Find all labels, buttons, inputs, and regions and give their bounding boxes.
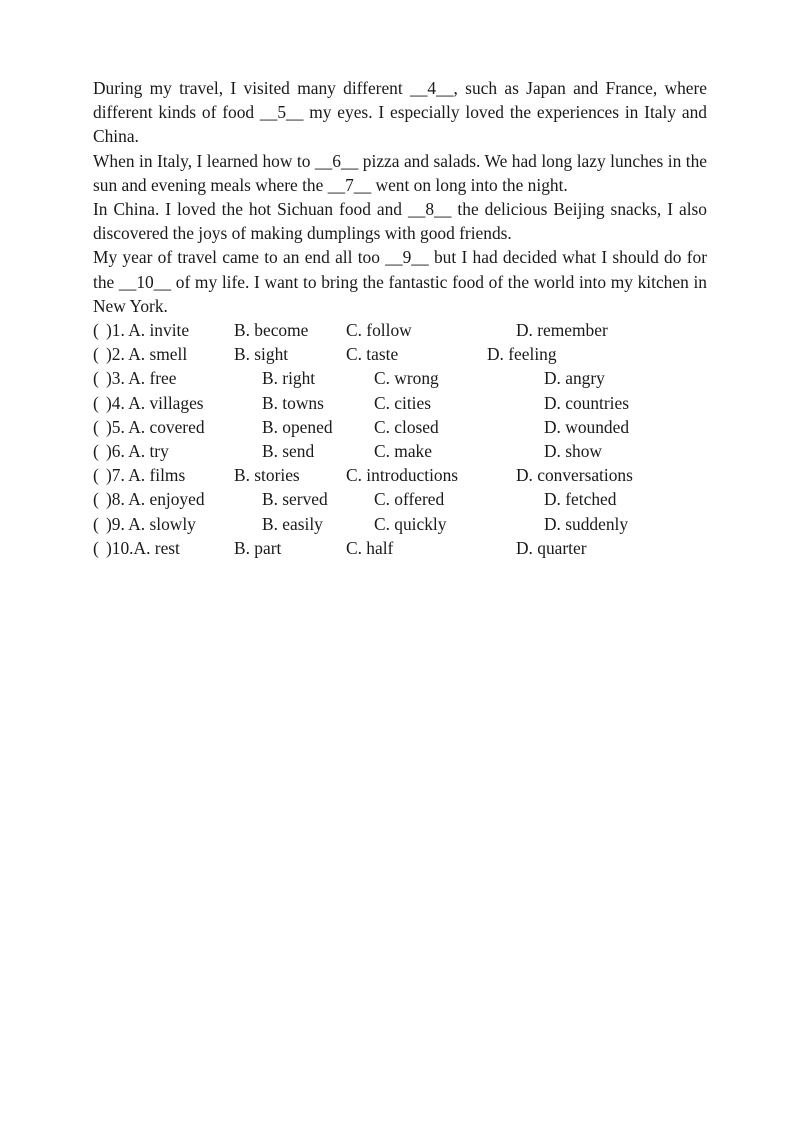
option-b: B. towns <box>262 392 324 413</box>
answer-paren: ( <box>93 489 99 510</box>
passage-paragraph-2: When in Italy, I learned how to __6__ pizza and salads. We had long lazy lunches in the sun and evening meals where the __7__ went on long into the night. <box>93 150 707 195</box>
question-row-5 <box>93 415 707 439</box>
option-a: )5. A. covered <box>106 416 205 437</box>
option-d: D. fetched <box>544 489 617 510</box>
option-c: C. offered <box>374 489 445 510</box>
option-c: C. introductions <box>346 465 459 486</box>
option-d: D. countries <box>544 392 630 413</box>
option-c: C. follow <box>346 320 412 340</box>
question-row-4 <box>93 391 707 415</box>
option-d: D. wounded <box>544 416 630 437</box>
option-c: C. closed <box>374 416 439 437</box>
option-a: )4. A. villages <box>106 392 204 413</box>
answer-paren: ( <box>93 320 99 340</box>
option-c: C. wrong <box>374 368 439 389</box>
question-row-6 <box>93 439 707 463</box>
option-d: D. conversations <box>516 465 633 486</box>
option-c: C. half <box>346 537 394 558</box>
option-b: B. send <box>262 440 315 461</box>
option-c: C. cities <box>374 392 431 413</box>
option-a: )10.A. rest <box>106 537 180 558</box>
answer-paren: ( <box>93 344 99 365</box>
option-a: )1. A. invite <box>106 320 190 340</box>
option-c: C. make <box>374 440 432 461</box>
option-d: D. suddenly <box>544 513 629 534</box>
question-row-3 <box>93 366 707 390</box>
answer-paren: ( <box>93 392 99 413</box>
answer-paren: ( <box>93 513 99 534</box>
passage-paragraph-3: In China. I loved the hot Sichuan food and __8__ the delicious Beijing snacks, I also discovered the joys of making dumplings with good friends. <box>93 199 707 244</box>
option-a: )9. A. slowly <box>106 513 196 534</box>
option-d: D. angry <box>544 368 605 389</box>
passage-paragraph-1: During my travel, I visited many different __4__, such as Japan and France, where different kinds of food __5__ my eyes. I especially loved the experiences in Italy and China. <box>93 78 707 147</box>
option-c: C. quickly <box>374 513 447 534</box>
question-row-9 <box>93 512 707 536</box>
option-a: )2. A. smell <box>106 344 188 365</box>
passage-paragraph-4: My year of travel came to an end all too __9__ but I had decided what I should do for the __10__ of my life. I want to bring the fantastic food of the world into my kitchen in New York. <box>93 247 707 316</box>
option-b: B. part <box>234 537 282 558</box>
question-row-2 <box>93 342 707 366</box>
reading-passage <box>93 76 707 318</box>
option-a: )8. A. enjoyed <box>106 489 205 510</box>
option-d: D. quarter <box>516 537 587 558</box>
answer-paren: ( <box>93 465 99 486</box>
option-b: B. served <box>262 489 328 510</box>
answer-paren: ( <box>93 416 99 437</box>
option-b: B. easily <box>262 513 323 534</box>
option-d: D. show <box>544 440 602 461</box>
option-b: B. become <box>234 320 309 340</box>
option-a: )3. A. free <box>106 368 177 389</box>
question-row-10 <box>93 536 707 560</box>
answer-paren: ( <box>93 368 99 389</box>
answer-paren: ( <box>93 537 99 558</box>
option-b: B. opened <box>262 416 333 437</box>
option-b: B. right <box>262 368 316 389</box>
question-options <box>93 318 707 560</box>
option-d: D. remember <box>516 320 608 340</box>
option-b: B. stories <box>234 465 300 486</box>
option-c: C. taste <box>346 344 399 365</box>
option-a: )6. A. try <box>106 440 169 461</box>
question-row-1 <box>93 318 707 342</box>
question-row-8 <box>93 487 707 511</box>
option-d: D. feeling <box>487 344 557 365</box>
option-b: B. sight <box>234 344 289 365</box>
question-row-7 <box>93 463 707 487</box>
answer-paren: ( <box>93 440 99 461</box>
option-a: )7. A. films <box>106 465 186 486</box>
